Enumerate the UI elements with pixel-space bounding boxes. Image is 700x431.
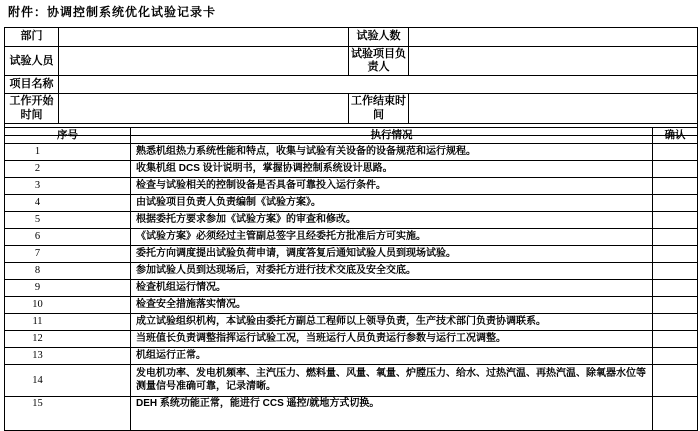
row-number: 6 [5,229,131,246]
checklist-header-row [5,128,698,144]
row-confirm-cell [653,212,698,229]
info-row-project [5,76,698,94]
row-confirm-cell [653,229,698,246]
row-text: 检查安全措施落实情况。 [131,297,653,314]
row-confirm-cell [653,161,698,178]
row-number: 11 [5,314,131,331]
checklist-row-6 [5,229,698,246]
dept-value-cell [59,28,349,47]
checklist-row-14 [5,365,698,397]
row-number: 12 [5,331,131,348]
row-number: 10 [5,297,131,314]
checklist-row-2 [5,161,698,178]
row-text: 参加试验人员到达现场后，对委托方进行技术交底及安全交底。 [131,263,653,280]
checklist-row-4 [5,195,698,212]
row-confirm-cell [653,297,698,314]
row-number: 9 [5,280,131,297]
info-row-personnel [5,47,698,76]
dept-label: 部门 [5,28,59,47]
row-number: 1 [5,144,131,161]
row-confirm-cell [653,397,698,431]
test-count-label: 试验人数 [349,28,409,47]
row-text: 当班值长负责调整指挥运行试验工况，当班运行人员负责运行参数与运行工况调整。 [131,331,653,348]
project-name-value-cell [59,76,698,94]
row-text: 《试验方案》必须经过主管副总签字且经委托方批准后方可实施。 [131,229,653,246]
start-time-label: 工作开始时间 [5,94,59,123]
personnel-value-cell [59,47,349,76]
row-confirm-cell [653,314,698,331]
leader-label: 试验项目负责人 [349,47,409,76]
row-confirm-cell [653,195,698,212]
info-row-dept [5,28,698,47]
checklist-row-3 [5,178,698,195]
row-text: DEH 系统功能正常，能进行 CCS 遥控/就地方式切换。 [131,397,653,431]
info-row-time [5,94,698,123]
row-confirm-cell [653,246,698,263]
row-confirm-cell [653,263,698,280]
header-no: 序号 [5,128,131,144]
leader-value-cell [409,47,698,76]
row-number: 13 [5,348,131,365]
project-name-label: 项目名称 [5,76,59,94]
checklist-table [4,127,698,431]
row-confirm-cell [653,331,698,348]
row-confirm-cell [653,348,698,365]
row-text: 根据委托方要求参加《试验方案》的审查和修改。 [131,212,653,229]
row-confirm-cell [653,280,698,297]
row-text: 收集机组 DCS 设计说明书，掌握协调控制系统设计思路。 [131,161,653,178]
end-time-label: 工作结束时间 [349,94,409,123]
row-text: 成立试验组织机构，本试验由委托方副总工程师以上领导负责，生产技术部门负责协调联系。 [131,314,653,331]
row-confirm-cell [653,178,698,195]
row-text: 由试验项目负责人负责编制《试验方案》。 [131,195,653,212]
checklist-row-1 [5,144,698,161]
checklist-row-10 [5,297,698,314]
header-execution: 执行情况 [131,128,653,144]
checklist-row-15 [5,397,698,431]
start-time-value-cell [59,94,349,123]
row-text: 机组运行正常。 [131,348,653,365]
row-text: 检查与试验相关的控制设备是否具备可靠投入运行条件。 [131,178,653,195]
header-confirm: 确认 [653,128,698,144]
row-number: 8 [5,263,131,280]
row-text: 委托方向调度提出试验负荷申请，调度答复后通知试验人员到现场试验。 [131,246,653,263]
end-time-value-cell [409,94,698,123]
checklist-row-5 [5,212,698,229]
row-number: 7 [5,246,131,263]
row-number: 5 [5,212,131,229]
row-text: 发电机功率、发电机频率、主汽压力、燃料量、风量、氧量、炉膛压力、给水、过热汽温、再热汽温、除氧器水位等测量信号准确可靠，记录清晰。 [131,365,653,397]
row-confirm-cell [653,144,698,161]
row-text: 熟悉机组热力系统性能和特点，收集与试验有关设备的设备规范和运行规程。 [131,144,653,161]
row-number: 2 [5,161,131,178]
checklist-row-9 [5,280,698,297]
checklist-row-11 [5,314,698,331]
personnel-label: 试验人员 [5,47,59,76]
info-table [4,27,698,136]
document-title: 附件：协调控制系统优化试验记录卡 [8,5,217,19]
row-confirm-cell [653,365,698,397]
row-number: 15 [5,397,131,431]
row-number: 4 [5,195,131,212]
row-number: 14 [5,365,131,397]
checklist-row-7 [5,246,698,263]
checklist-row-13 [5,348,698,365]
row-number: 3 [5,178,131,195]
checklist-row-12 [5,331,698,348]
row-text: 检查机组运行情况。 [131,280,653,297]
checklist-row-8 [5,263,698,280]
test-count-value-cell [409,28,698,47]
